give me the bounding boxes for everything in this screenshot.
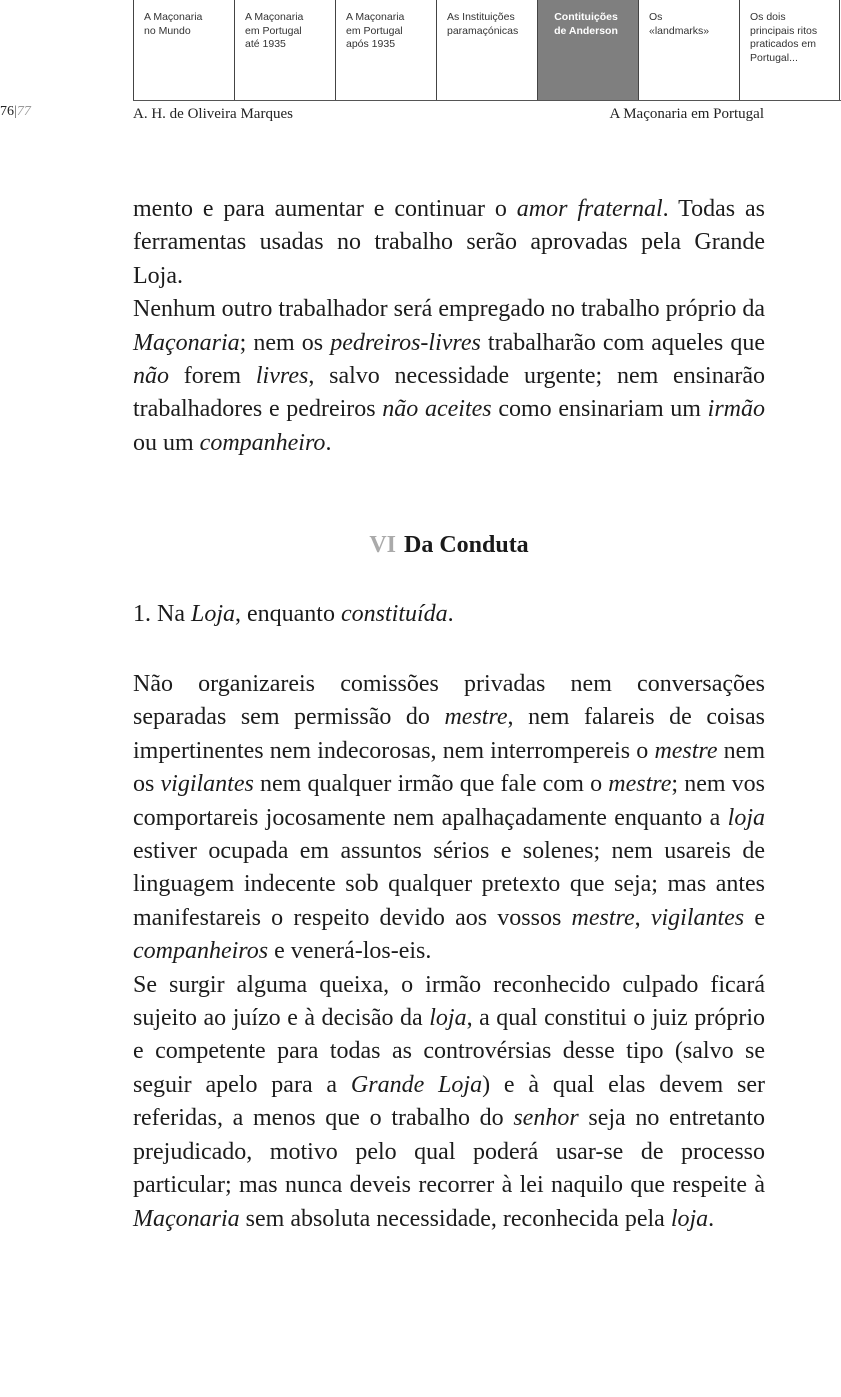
paragraph: mento e para aumentar e continuar o amor fraternal. Todas as ferramentas usadas no trabalho serão aprovadas pela Grande Loja. (133, 196, 765, 289)
page-number: 76|77 (0, 104, 31, 119)
paragraph: Nenhum outro trabalhador será empregado no trabalho próprio da Maçonaria; nem os pedreiros-livres trabalharão com aqueles que não forem livres, salvo necessidade urgente; nem ensinarão trabalhadores e pedreiros não aceites como ensinariam um irmão ou um companheiro. (133, 296, 766, 456)
tab-maconaria-no-mundo[interactable]: A Maçonaria no Mundo (133, 0, 234, 100)
tab-maconaria-portugal-apos-1935[interactable]: A Maçonaria em Portugal após 1935 (335, 0, 436, 100)
emphasis-text: vigilantes (650, 904, 745, 931)
subsection-heading: 1. Na Loja, enquanto constituída. (133, 601, 454, 627)
emphasis-text: mestre (444, 704, 508, 731)
tab-ritos-praticados[interactable]: Os dois principais ritos praticados em Portugal... (739, 0, 840, 100)
emphasis-text: irmão (707, 396, 766, 423)
emphasis-text: Maçonaria (133, 329, 240, 356)
tab-maconaria-portugal-ate-1935[interactable]: A Maçonaria em Portugal até 1935 (234, 0, 335, 100)
chapter-title: Da Conduta (403, 532, 529, 558)
emphasis-text: loja (727, 804, 765, 831)
emphasis-text: companheiros (133, 938, 269, 965)
body-text-top (133, 193, 765, 460)
emphasis-text: pedreiros-livres (330, 329, 481, 356)
emphasis-text: constituída (340, 601, 448, 627)
emphasis-text: mestre (608, 771, 672, 798)
paragraph: Não organizareis comissões privadas nem conversações separadas sem permissão do mestre, nem falareis de coisas impertinentes nem indecorosas, nem interrompereis o mestre nem os vigilantes nem qualquer irmão que fale com o mestre; nem vos comportareis jocosamente nem apalhaçadamente enquanto a loja estiver ocupada em assuntos sérios e solenes; nem usareis de linguagem indecente sob qualquer pretexto que seja; mas antes manifestareis o respeito devido aos vossos mestre, vigilantes e companheiros e venerá-los-eis. (133, 671, 766, 965)
chapter-tab-bar (133, 0, 841, 101)
emphasis-text: senhor (513, 1105, 579, 1132)
tab-constituicoes-anderson[interactable]: Contituições de Anderson (537, 0, 638, 100)
chapter-heading (133, 532, 765, 559)
tab-landmarks[interactable]: Os «landmarks» (638, 0, 739, 100)
paragraph: Se surgir alguma queixa, o irmão reconhecido culpado ficará sujeito ao juízo e à decisão da loja, a qual constitui o juiz próprio e competente para todas as controvérsias desse tipo (salvo se seguir apelo para a Grande Loja) e à qual elas devem ser referidas, a menos que o trabalho do senhor seja no entretanto prejudicado, motivo pelo qual poderá usar-se de processo particular; mas nunca deveis recorrer à lei naquilo que respeite à Maçonaria sem absoluta necessidade, reconhecida pela loja. (133, 971, 766, 1232)
body-text-bottom (133, 668, 765, 1236)
emphasis-text: vigilantes (160, 771, 254, 798)
page-number-current: 76 (0, 104, 14, 119)
emphasis-text: mestre (571, 904, 635, 931)
emphasis-text: companheiro (199, 429, 326, 456)
emphasis-text: Maçonaria (133, 1205, 240, 1232)
running-header-book-title: A Maçonaria em Portugal (609, 106, 764, 122)
emphasis-text: não (133, 363, 169, 390)
running-header-author: A. H. de Oliveira Marques (133, 106, 293, 122)
emphasis-text: loja (429, 1005, 467, 1032)
emphasis-text: Loja (190, 601, 235, 627)
emphasis-text: livres (255, 363, 309, 390)
page-number-next: 77 (16, 104, 31, 119)
tab-instituicoes-paramaconicas[interactable]: As Instituições paramaçónicas (436, 0, 537, 100)
emphasis-text: não aceites (382, 396, 492, 423)
chapter-number: VI (369, 532, 396, 558)
emphasis-text: Grande Loja (350, 1071, 483, 1098)
emphasis-text: amor fraternal (516, 196, 663, 222)
emphasis-text: mestre (654, 737, 718, 764)
emphasis-text: loja (670, 1205, 709, 1232)
